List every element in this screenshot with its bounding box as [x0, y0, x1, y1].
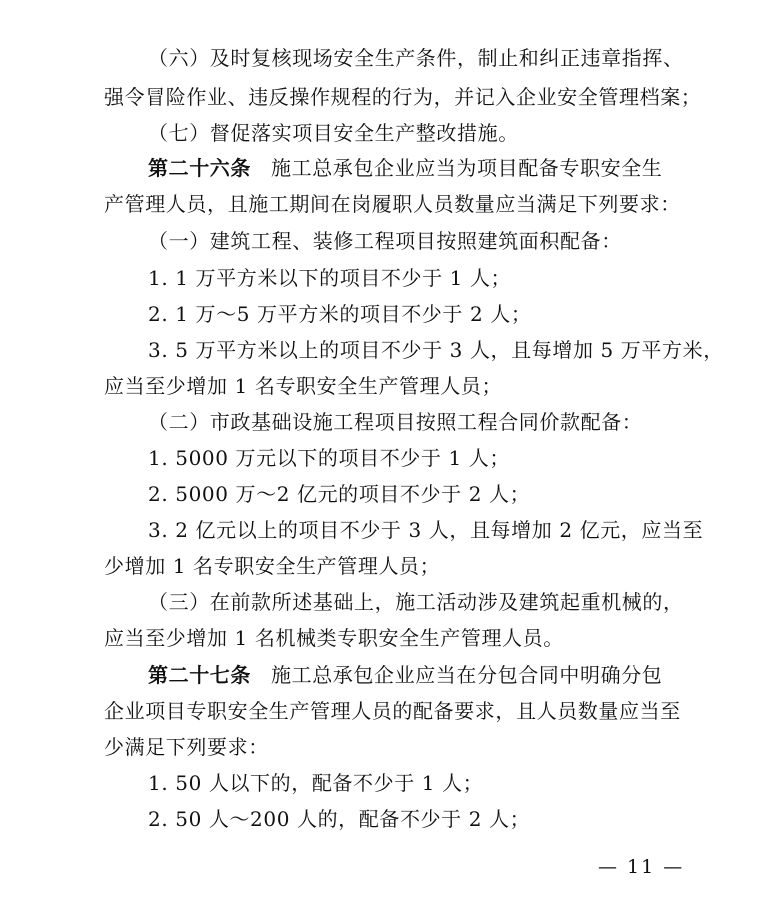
text-line: 应当至少增加 1 名机械类专职安全生产管理人员。 — [104, 626, 564, 650]
text-line: 2. 1 万～5 万平方米的项目不少于 2 人； — [148, 302, 532, 326]
article-text: 施工总承包企业应当为项目配备专职安全生 — [271, 156, 663, 180]
article-26-line — [148, 156, 662, 180]
text-line: 3. 2 亿元以上的项目不少于 3 人，且每增加 2 亿元，应当至 — [148, 518, 704, 542]
text-line: 2. 50 人～200 人的，配备不少于 2 人； — [148, 807, 531, 831]
text-line: （二）市政基础设施工程项目按照工程合同价款配备： — [148, 410, 643, 434]
article-heading: 第二十七条 — [148, 663, 251, 687]
page-number: — 11 — — [598, 856, 685, 878]
text-line: 产管理人员，且施工期间在岗履职人员数量应当满足下列要求： — [104, 192, 681, 216]
text-line: 3. 5 万平方米以上的项目不少于 3 人，且每增加 5 万平方米， — [148, 338, 724, 362]
text-line: 1. 5000 万元以下的项目不少于 1 人； — [148, 446, 510, 470]
text-line: （三）在前款所述基础上，施工活动涉及建筑起重机械的， — [148, 590, 684, 614]
text-line: （六）及时复核现场安全生产条件，制止和纠正违章指挥、 — [148, 46, 684, 70]
text-line: 企业项目专职安全生产管理人员的配备要求，且人员数量应当至 — [104, 699, 681, 723]
text-line: 2. 5000 万～2 亿元的项目不少于 2 人； — [148, 482, 531, 506]
text-line: 少增加 1 名专职安全生产管理人员； — [104, 554, 441, 578]
text-line: （一）建筑工程、装修工程项目按照建筑面积配备： — [148, 229, 622, 253]
article-heading: 第二十六条 — [148, 156, 251, 180]
text-line: 1. 50 人以下的，配备不少于 1 人； — [148, 771, 484, 795]
text-line: 应当至少增加 1 名专职安全生产管理人员； — [104, 374, 503, 398]
text-line: 少满足下列要求： — [104, 735, 269, 759]
text-line: （七）督促落实项目安全生产整改措施。 — [148, 121, 519, 145]
article-27-line — [148, 663, 662, 687]
text-line: 1. 1 万平方米以下的项目不少于 1 人； — [148, 266, 512, 290]
text-line: 强令冒险作业、违反操作规程的行为，并记入企业安全管理档案； — [104, 85, 702, 109]
article-text: 施工总承包企业应当在分包合同中明确分包 — [271, 663, 663, 687]
